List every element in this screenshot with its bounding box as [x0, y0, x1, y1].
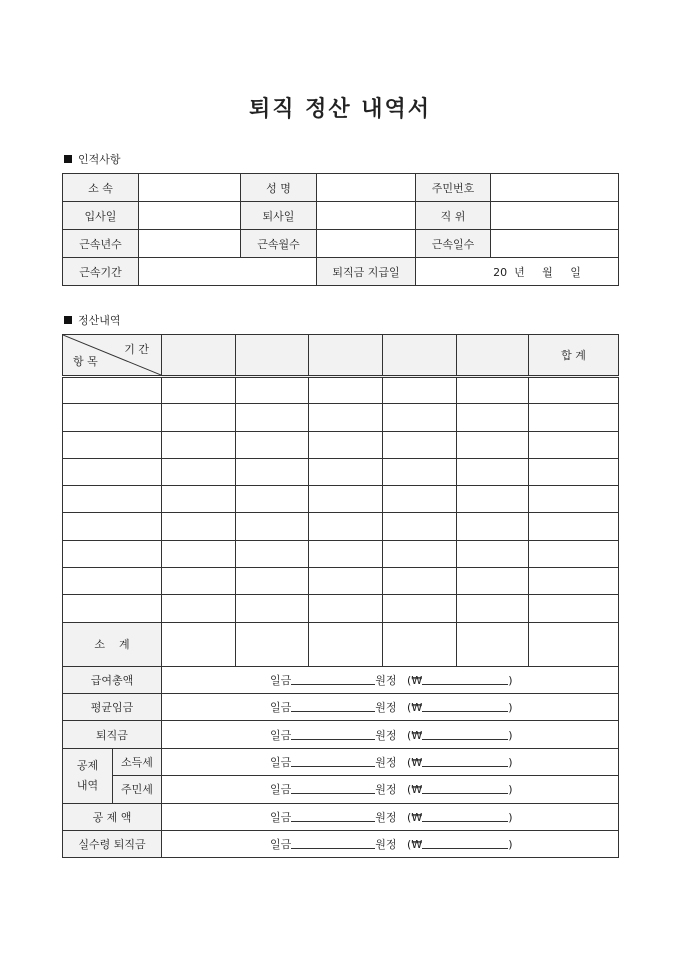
- won-sign: (₩: [407, 673, 423, 687]
- page-title: 퇴직 정산 내역서: [248, 97, 432, 122]
- header-total: 합 계: [529, 335, 619, 377]
- amount-close: ): [508, 701, 513, 715]
- amount-label: 평균임금: [63, 694, 162, 721]
- label-days: 근속일수: [416, 230, 491, 258]
- value-cell[interactable]: [457, 568, 529, 595]
- amount-number-blank[interactable]: [422, 782, 508, 794]
- value-cell[interactable]: [236, 486, 309, 513]
- value-cell[interactable]: [383, 431, 457, 458]
- amount-prefix: 일금: [270, 783, 292, 797]
- label-retire-date: 퇴사일: [241, 202, 317, 230]
- amount-row: [63, 831, 619, 858]
- amount-number-blank[interactable]: [422, 700, 508, 712]
- section-settlement-heading: [64, 312, 121, 328]
- amount-korean-blank[interactable]: [291, 810, 375, 822]
- item-cell[interactable]: [63, 513, 162, 540]
- item-cell[interactable]: [63, 486, 162, 513]
- value-cell[interactable]: [309, 568, 383, 595]
- label-name: 성 명: [241, 174, 317, 202]
- amount-row: [63, 721, 619, 748]
- won-sign: (₩: [407, 701, 423, 715]
- label-period: 근속기간: [63, 258, 139, 286]
- label-position: 직 위: [416, 202, 491, 230]
- value-cell[interactable]: [457, 431, 529, 458]
- personal-info-table: [62, 173, 619, 286]
- value-cell[interactable]: [457, 458, 529, 485]
- field-position[interactable]: [491, 202, 619, 230]
- item-cell[interactable]: [63, 458, 162, 485]
- table-row: [63, 486, 619, 513]
- subtotal-label: 소 계: [63, 622, 162, 666]
- period-column-header[interactable]: [457, 335, 529, 377]
- label-resident-number: 주민번호: [416, 174, 491, 202]
- amount-number-blank[interactable]: [422, 673, 508, 685]
- field-department[interactable]: [139, 174, 241, 202]
- amount-korean-blank[interactable]: [291, 673, 375, 685]
- field-days[interactable]: [491, 230, 619, 258]
- period-column-header[interactable]: [383, 335, 457, 377]
- value-cell[interactable]: [457, 595, 529, 622]
- amount-korean-blank[interactable]: [291, 782, 375, 794]
- value-cell[interactable]: [162, 431, 236, 458]
- amount-label: 소득세: [113, 748, 162, 775]
- amount-row: [63, 803, 619, 830]
- table-row: [63, 458, 619, 485]
- item-cell[interactable]: [63, 404, 162, 431]
- value-cell[interactable]: [383, 486, 457, 513]
- amount-field: [162, 831, 619, 858]
- value-cell[interactable]: [529, 458, 619, 485]
- amount-field: [162, 776, 619, 803]
- amount-label: 급여총액: [63, 666, 162, 693]
- value-cell[interactable]: [236, 568, 309, 595]
- amount-close: ): [508, 838, 513, 852]
- amount-close: ): [508, 673, 513, 687]
- value-cell[interactable]: [383, 377, 457, 404]
- amount-mid: 원정: [375, 783, 397, 797]
- value-cell[interactable]: [383, 568, 457, 595]
- subtotal-row: [63, 622, 619, 666]
- value-cell[interactable]: [162, 377, 236, 404]
- amount-mid: 원정: [375, 728, 397, 742]
- label-hire-date: 입사일: [63, 202, 139, 230]
- amount-close: ): [508, 756, 513, 770]
- amount-field: [162, 721, 619, 748]
- amount-mid: 원정: [375, 810, 397, 824]
- period-column-header[interactable]: [162, 335, 236, 377]
- value-cell[interactable]: [457, 513, 529, 540]
- amount-field: [162, 803, 619, 830]
- amount-mid: 원정: [375, 673, 397, 687]
- section-label: 정산내역: [78, 314, 121, 327]
- item-cell[interactable]: [63, 377, 162, 404]
- amount-field: [162, 694, 619, 721]
- field-period[interactable]: [139, 258, 317, 286]
- amount-number-blank[interactable]: [422, 837, 508, 849]
- label-years: 근속년수: [63, 230, 139, 258]
- value-cell[interactable]: [529, 595, 619, 622]
- period-column-header[interactable]: [309, 335, 383, 377]
- amount-row: [63, 666, 619, 693]
- diagonal-header-cell: [63, 335, 162, 377]
- deduction-group-label: 공제 내역: [63, 748, 113, 803]
- amount-row: [63, 694, 619, 721]
- value-cell[interactable]: [457, 540, 529, 567]
- amount-prefix: 일금: [270, 673, 292, 687]
- value-cell[interactable]: [529, 431, 619, 458]
- value-cell[interactable]: [162, 458, 236, 485]
- label-department: 소 속: [63, 174, 139, 202]
- value-cell[interactable]: [309, 513, 383, 540]
- field-retire-date[interactable]: [317, 202, 416, 230]
- table-row: [63, 595, 619, 622]
- amount-korean-blank[interactable]: [291, 755, 375, 767]
- table-row: [63, 513, 619, 540]
- amount-korean-blank[interactable]: [291, 728, 375, 740]
- won-sign: (₩: [407, 728, 423, 742]
- value-cell[interactable]: [529, 377, 619, 404]
- value-cell[interactable]: [457, 404, 529, 431]
- amount-row: [63, 776, 619, 803]
- amount-korean-blank[interactable]: [291, 700, 375, 712]
- subtotal-cell[interactable]: [309, 622, 383, 666]
- field-name[interactable]: [317, 174, 416, 202]
- amount-korean-blank[interactable]: [291, 837, 375, 849]
- label-months: 근속월수: [241, 230, 317, 258]
- value-cell[interactable]: [529, 540, 619, 567]
- value-cell[interactable]: [236, 431, 309, 458]
- value-cell[interactable]: [529, 513, 619, 540]
- value-cell[interactable]: [236, 404, 309, 431]
- amount-close: ): [508, 728, 513, 742]
- value-cell[interactable]: [236, 595, 309, 622]
- amount-prefix: 일금: [270, 701, 292, 715]
- subtotal-cell[interactable]: [162, 622, 236, 666]
- value-cell[interactable]: [309, 458, 383, 485]
- value-cell[interactable]: [236, 540, 309, 567]
- amount-mid: 원정: [375, 756, 397, 770]
- value-cell[interactable]: [309, 404, 383, 431]
- value-cell[interactable]: [529, 486, 619, 513]
- item-cell[interactable]: [63, 431, 162, 458]
- section-personal-heading: [64, 151, 121, 167]
- value-cell[interactable]: [162, 595, 236, 622]
- amount-field: [162, 666, 619, 693]
- value-cell[interactable]: [162, 540, 236, 567]
- won-sign: (₩: [407, 838, 423, 852]
- field-years[interactable]: [139, 230, 241, 258]
- value-cell[interactable]: [162, 486, 236, 513]
- amount-number-blank[interactable]: [422, 810, 508, 822]
- value-cell[interactable]: [236, 458, 309, 485]
- amount-mid: 원정: [375, 701, 397, 715]
- field-resident-number[interactable]: [491, 174, 619, 202]
- header-item: 항 목: [73, 355, 98, 368]
- value-cell[interactable]: [309, 431, 383, 458]
- amount-close: ): [508, 810, 513, 824]
- value-cell[interactable]: [529, 404, 619, 431]
- value-cell[interactable]: [529, 568, 619, 595]
- table-row: [63, 431, 619, 458]
- amount-label: 퇴직금: [63, 721, 162, 748]
- item-cell[interactable]: [63, 540, 162, 567]
- value-cell[interactable]: [309, 540, 383, 567]
- field-hire-date[interactable]: [139, 202, 241, 230]
- value-cell[interactable]: [236, 377, 309, 404]
- value-cell[interactable]: [309, 377, 383, 404]
- amount-prefix: 일금: [270, 838, 292, 852]
- amount-field: [162, 748, 619, 775]
- value-cell[interactable]: [457, 486, 529, 513]
- label-payday: 퇴직금 지급일: [317, 258, 416, 286]
- table-row: [63, 568, 619, 595]
- square-bullet-icon: [64, 155, 72, 163]
- amount-label: 주민세: [113, 776, 162, 803]
- subtotal-cell[interactable]: [457, 622, 529, 666]
- item-cell[interactable]: [63, 568, 162, 595]
- subtotal-cell[interactable]: [383, 622, 457, 666]
- table-row: [63, 404, 619, 431]
- won-sign: (₩: [407, 810, 423, 824]
- amount-prefix: 일금: [270, 728, 292, 742]
- amount-number-blank[interactable]: [422, 755, 508, 767]
- section-label: 인적사항: [78, 153, 121, 166]
- amount-close: ): [508, 783, 513, 797]
- value-cell[interactable]: [309, 595, 383, 622]
- subtotal-cell[interactable]: [529, 622, 619, 666]
- value-cell[interactable]: [162, 404, 236, 431]
- won-sign: (₩: [407, 783, 423, 797]
- value-cell[interactable]: [236, 513, 309, 540]
- value-cell[interactable]: [162, 568, 236, 595]
- field-payday[interactable]: 20 년 월 일: [416, 258, 619, 286]
- amount-number-blank[interactable]: [422, 728, 508, 740]
- value-cell[interactable]: [162, 513, 236, 540]
- amount-mid: 원정: [375, 838, 397, 852]
- amount-prefix: 일금: [270, 756, 292, 770]
- settlement-table: [62, 334, 619, 858]
- value-cell[interactable]: [383, 595, 457, 622]
- won-sign: (₩: [407, 756, 423, 770]
- amount-label: 공 제 액: [63, 803, 162, 830]
- amount-label: 실수령 퇴직금: [63, 831, 162, 858]
- value-cell[interactable]: [309, 486, 383, 513]
- table-row: [63, 540, 619, 567]
- period-column-header[interactable]: [236, 335, 309, 377]
- amount-row: [63, 748, 619, 775]
- value-cell[interactable]: [383, 540, 457, 567]
- item-cell[interactable]: [63, 595, 162, 622]
- square-bullet-icon: [64, 316, 72, 324]
- value-cell[interactable]: [383, 404, 457, 431]
- field-months[interactable]: [317, 230, 416, 258]
- amount-prefix: 일금: [270, 810, 292, 824]
- value-cell[interactable]: [383, 513, 457, 540]
- subtotal-cell[interactable]: [236, 622, 309, 666]
- value-cell[interactable]: [457, 377, 529, 404]
- value-cell[interactable]: [383, 458, 457, 485]
- header-period: 기 간: [124, 343, 149, 356]
- table-row: [63, 377, 619, 404]
